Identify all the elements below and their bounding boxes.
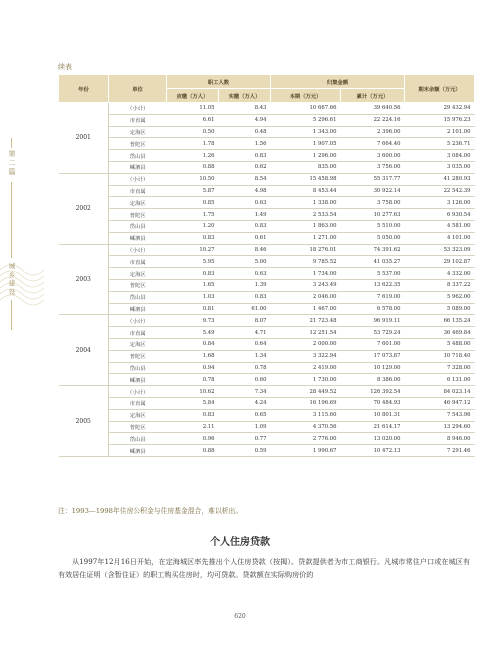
unit-cell: 市直属 [109, 185, 167, 197]
unit-cell: 嵊泗县 [109, 445, 167, 457]
actual-cell: 1.34 [219, 350, 271, 362]
unit-cell: 岱山县 [109, 150, 167, 162]
payable-cell: 1.03 [167, 291, 219, 303]
balance-cell: 29 102.87 [405, 256, 475, 268]
this-year-cell: 18 276.01 [271, 244, 341, 256]
balance-cell: 5 236.71 [405, 138, 475, 150]
unit-cell: 普陀区 [109, 279, 167, 291]
balance-cell: 4 332.00 [405, 268, 475, 280]
balance-cell: 4 101.00 [405, 232, 475, 244]
balance-cell: 22 542.39 [405, 185, 475, 197]
header-collected: 归集金额 [271, 75, 405, 89]
actual-cell: 1.39 [219, 279, 271, 291]
cumulative-cell: 7 619.00 [341, 291, 405, 303]
payable-cell: 0.88 [167, 161, 219, 173]
table-row [59, 291, 475, 303]
table-row [59, 220, 475, 232]
balance-cell: 13 294.60 [405, 421, 475, 433]
unit-cell: 定海区 [109, 197, 167, 209]
actual-cell: 8.46 [219, 244, 271, 256]
table-row [59, 374, 475, 386]
unit-cell: 嵊泗县 [109, 161, 167, 173]
unit-cell: 市直属 [109, 256, 167, 268]
payable-cell: 1.20 [167, 220, 219, 232]
cumulative-cell: 126 392.54 [341, 386, 405, 398]
table-row [59, 126, 475, 138]
cumulative-cell: 10 129.00 [341, 362, 405, 374]
payable-cell: 0.85 [167, 197, 219, 209]
cumulative-cell: 3 756.00 [341, 161, 405, 173]
this-year-cell: 2 419.00 [271, 362, 341, 374]
balance-cell: 6 131.00 [405, 374, 475, 386]
cumulative-cell: 55 317.77 [341, 173, 405, 185]
actual-cell: 0.59 [219, 445, 271, 457]
header-workers: 职工人数 [167, 75, 271, 89]
unit-cell: （小计） [109, 386, 167, 398]
payable-cell: 10.50 [167, 173, 219, 185]
actual-cell: 0.78 [219, 362, 271, 374]
payable-cell: 1.65 [167, 279, 219, 291]
balance-cell: 53 323.09 [405, 244, 475, 256]
payable-cell: 0.50 [167, 126, 219, 138]
unit-cell: 普陀区 [109, 350, 167, 362]
this-year-cell: 1 990.67 [271, 445, 341, 457]
table-row [59, 327, 475, 339]
section-title: 个人住房贷款 [210, 537, 270, 548]
payable-cell: 5.87 [167, 185, 219, 197]
unit-cell: 市直属 [109, 114, 167, 126]
unit-cell: 普陀区 [109, 421, 167, 433]
payable-cell: 10.27 [167, 244, 219, 256]
actual-cell: 8.43 [219, 103, 271, 115]
payable-cell: 1.26 [167, 150, 219, 162]
housing-fund-table [58, 74, 475, 457]
payable-cell: 2.11 [167, 421, 219, 433]
table-row [59, 173, 475, 185]
payable-cell: 0.81 [167, 303, 219, 315]
cumulative-cell: 7 664.40 [341, 138, 405, 150]
this-year-cell: 21 723.48 [271, 315, 341, 327]
this-year-cell: 3 243.49 [271, 279, 341, 291]
this-year-cell: 15 458.98 [271, 173, 341, 185]
balance-cell: 7 291.46 [405, 445, 475, 457]
table-row [59, 138, 475, 150]
cumulative-cell: 5 050.00 [341, 232, 405, 244]
this-year-cell: 4 370.56 [271, 421, 341, 433]
unit-cell: 岱山县 [109, 291, 167, 303]
side-rule-bottom [11, 300, 12, 330]
cumulative-cell: 6 578.00 [341, 303, 405, 315]
this-year-cell: 16 196.69 [271, 397, 341, 409]
balance-cell: 6 930.54 [405, 209, 475, 221]
actual-cell: 1.49 [219, 209, 271, 221]
actual-cell: 5.00 [219, 256, 271, 268]
payable-cell: 0.83 [167, 232, 219, 244]
payable-cell: 0.96 [167, 433, 219, 445]
unit-cell: 岱山县 [109, 220, 167, 232]
actual-cell: 0.61 [219, 232, 271, 244]
year-cell: 2003 [59, 244, 109, 315]
unit-cell: 定海区 [109, 268, 167, 280]
unit-cell: （小计） [109, 173, 167, 185]
unit-cell: 定海区 [109, 338, 167, 350]
actual-cell: 8.07 [219, 315, 271, 327]
unit-cell: 嵊泗县 [109, 303, 167, 315]
balance-cell: 46 947.12 [405, 397, 475, 409]
cumulative-cell: 53 729.24 [341, 327, 405, 339]
unit-cell: （小计） [109, 244, 167, 256]
balance-cell: 3 084.00 [405, 150, 475, 162]
payable-cell: 1.78 [167, 138, 219, 150]
this-year-cell: 1 734.00 [271, 268, 341, 280]
balance-cell: 5 089.00 [405, 303, 475, 315]
table-row [59, 209, 475, 221]
balance-cell: 5 962.00 [405, 291, 475, 303]
actual-cell: 0.77 [219, 433, 271, 445]
balance-cell: 84 023.14 [405, 386, 475, 398]
actual-cell: 0.63 [219, 268, 271, 280]
balance-cell: 7 328.00 [405, 362, 475, 374]
actual-cell: 8.54 [219, 173, 271, 185]
actual-cell: 0.83 [219, 291, 271, 303]
table-row [59, 232, 475, 244]
continued-label: 续表 [58, 63, 72, 71]
payable-cell: 5.95 [167, 256, 219, 268]
balance-cell: 5 488.00 [405, 338, 475, 350]
unit-cell: 市直属 [109, 327, 167, 339]
table-row [59, 103, 475, 115]
this-year-cell: 12 251.54 [271, 327, 341, 339]
this-year-cell: 3 115.60 [271, 409, 341, 421]
table-row [59, 397, 475, 409]
cumulative-cell: 13 622.35 [341, 279, 405, 291]
cumulative-cell: 10 801.31 [341, 409, 405, 421]
payable-cell: 5.49 [167, 327, 219, 339]
actual-cell: 0.62 [219, 161, 271, 173]
table-row [59, 350, 475, 362]
this-year-cell: 5 296.61 [271, 114, 341, 126]
this-year-cell: 1 271.00 [271, 232, 341, 244]
actual-cell: 4.98 [219, 185, 271, 197]
this-year-cell: 2 046.00 [271, 291, 341, 303]
table-row [59, 433, 475, 445]
payable-cell: 1.75 [167, 209, 219, 221]
actual-cell: 0.64 [219, 338, 271, 350]
this-year-cell: 1 907.05 [271, 138, 341, 150]
side-rule-middle [11, 182, 12, 258]
actual-cell: 1.09 [219, 421, 271, 433]
header-actual: 实缴（万人） [219, 89, 271, 103]
table-row [59, 279, 475, 291]
balance-cell: 36 469.84 [405, 327, 475, 339]
table-row [59, 256, 475, 268]
this-year-cell: 3 322.94 [271, 350, 341, 362]
cumulative-cell: 13 020.00 [341, 433, 405, 445]
unit-cell: 市直属 [109, 397, 167, 409]
balance-cell: 29 432.94 [405, 103, 475, 115]
payable-cell: 0.83 [167, 409, 219, 421]
cumulative-cell: 5 537.00 [341, 268, 405, 280]
payable-cell: 0.84 [167, 338, 219, 350]
payable-cell: 9.73 [167, 315, 219, 327]
unit-cell: 定海区 [109, 409, 167, 421]
balance-cell: 41 280.93 [405, 173, 475, 185]
year-cell: 2005 [59, 386, 109, 457]
unit-cell: （小计） [109, 315, 167, 327]
header-balance: 期末余额（万元） [405, 75, 475, 103]
cumulative-cell: 7 601.00 [341, 338, 405, 350]
header-unit: 单位 [109, 75, 167, 103]
actual-cell: 1.56 [219, 138, 271, 150]
cumulative-cell: 41 035.27 [341, 256, 405, 268]
balance-cell: 10 718.40 [405, 350, 475, 362]
this-year-cell: 835.00 [271, 161, 341, 173]
balance-cell: 3 126.00 [405, 197, 475, 209]
cumulative-cell: 5 510.00 [341, 220, 405, 232]
page-number: 620 [234, 613, 246, 620]
table-body [59, 103, 475, 457]
this-year-cell: 1 863.00 [271, 220, 341, 232]
payable-cell: 11.05 [167, 103, 219, 115]
table-row [59, 386, 475, 398]
actual-cell: 4.94 [219, 114, 271, 126]
unit-cell: 嵊泗县 [109, 374, 167, 386]
unit-cell: 岱山县 [109, 362, 167, 374]
header-year: 年份 [59, 75, 109, 103]
side-chapter-label: 第二篇 [8, 150, 16, 176]
actual-cell: 61.00 [219, 303, 271, 315]
this-year-cell: 8 453.44 [271, 185, 341, 197]
cumulative-cell: 17 073.87 [341, 350, 405, 362]
table-row [59, 150, 475, 162]
table-row [59, 445, 475, 457]
table-row [59, 161, 475, 173]
actual-cell: 4.24 [219, 397, 271, 409]
body-paragraph: 从1997年12月16日开始，在定海城区率先推出个人住房贷款（按揭）。贷款提供者为市工商银行。凡城市常住户口或在城区有有效居住证明（含暂住证）的职工购买住房时，均可贷款。贷款额在实际购房价的 [58, 557, 470, 579]
this-year-cell: 28 449.52 [271, 386, 341, 398]
actual-cell: 0.48 [219, 126, 271, 138]
table-row [59, 421, 475, 433]
unit-cell: 岱山县 [109, 433, 167, 445]
header-this-year: 本期（万元） [271, 89, 341, 103]
header-payable: 应缴（万人） [167, 89, 219, 103]
payable-cell: 0.94 [167, 362, 219, 374]
unit-cell: 普陀区 [109, 138, 167, 150]
payable-cell: 10.62 [167, 386, 219, 398]
cumulative-cell: 74 391.62 [341, 244, 405, 256]
payable-cell: 6.61 [167, 114, 219, 126]
balance-cell: 8 946.00 [405, 433, 475, 445]
this-year-cell: 1 730.00 [271, 374, 341, 386]
payable-cell: 0.78 [167, 374, 219, 386]
table-row [59, 303, 475, 315]
balance-cell: 3 035.00 [405, 161, 475, 173]
table-note: 注：1993—1998年住房公积金与住房基金混合，难以析出。 [58, 507, 243, 515]
cumulative-cell: 10 472.13 [341, 445, 405, 457]
table-row [59, 185, 475, 197]
cumulative-cell: 3 600.00 [341, 150, 405, 162]
side-rule-top [11, 138, 12, 148]
year-cell: 2001 [59, 103, 109, 174]
cumulative-cell: 70 484.93 [341, 397, 405, 409]
actual-cell: 0.60 [219, 374, 271, 386]
table-row [59, 338, 475, 350]
header-cumulative: 累计（万元） [341, 89, 405, 103]
side-section-label: 城乡建设 [8, 262, 16, 296]
this-year-cell: 2 000.00 [271, 338, 341, 350]
table-row [59, 268, 475, 280]
this-year-cell: 9 785.52 [271, 256, 341, 268]
balance-cell: 66 135.24 [405, 315, 475, 327]
cumulative-cell: 2 396.00 [341, 126, 405, 138]
cumulative-cell: 10 277.63 [341, 209, 405, 221]
balance-cell: 7 543.96 [405, 409, 475, 421]
table-row [59, 409, 475, 421]
table-row [59, 197, 475, 209]
this-year-cell: 1 338.00 [271, 197, 341, 209]
actual-cell: 7.34 [219, 386, 271, 398]
actual-cell: 0.83 [219, 220, 271, 232]
balance-cell: 15 976.23 [405, 114, 475, 126]
this-year-cell: 2 533.54 [271, 209, 341, 221]
balance-cell: 8 337.22 [405, 279, 475, 291]
balance-cell: 4 581.00 [405, 220, 475, 232]
actual-cell: 0.65 [219, 409, 271, 421]
year-cell: 2002 [59, 173, 109, 244]
actual-cell: 0.63 [219, 197, 271, 209]
year-cell: 2004 [59, 315, 109, 386]
unit-cell: 普陀区 [109, 209, 167, 221]
cumulative-cell: 8 386.00 [341, 374, 405, 386]
this-year-cell: 10 667.66 [271, 103, 341, 115]
cumulative-cell: 96 919.11 [341, 315, 405, 327]
unit-cell: （小计） [109, 103, 167, 115]
cumulative-cell: 21 614.17 [341, 421, 405, 433]
table-row [59, 315, 475, 327]
actual-cell: 0.83 [219, 150, 271, 162]
unit-cell: 嵊泗县 [109, 232, 167, 244]
payable-cell: 5.84 [167, 397, 219, 409]
payable-cell: 0.83 [167, 268, 219, 280]
cumulative-cell: 3 758.00 [341, 197, 405, 209]
this-year-cell: 1 467.00 [271, 303, 341, 315]
table-row [59, 244, 475, 256]
payable-cell: 1.68 [167, 350, 219, 362]
cumulative-cell: 30 922.14 [341, 185, 405, 197]
unit-cell: 定海区 [109, 126, 167, 138]
balance-cell: 2 101.00 [405, 126, 475, 138]
table-row [59, 362, 475, 374]
this-year-cell: 1 296.00 [271, 150, 341, 162]
this-year-cell: 1 343.00 [271, 126, 341, 138]
cumulative-cell: 22 224.16 [341, 114, 405, 126]
this-year-cell: 2 776.00 [271, 433, 341, 445]
table-row [59, 114, 475, 126]
cumulative-cell: 39 640.56 [341, 103, 405, 115]
actual-cell: 4.71 [219, 327, 271, 339]
payable-cell: 0.88 [167, 445, 219, 457]
